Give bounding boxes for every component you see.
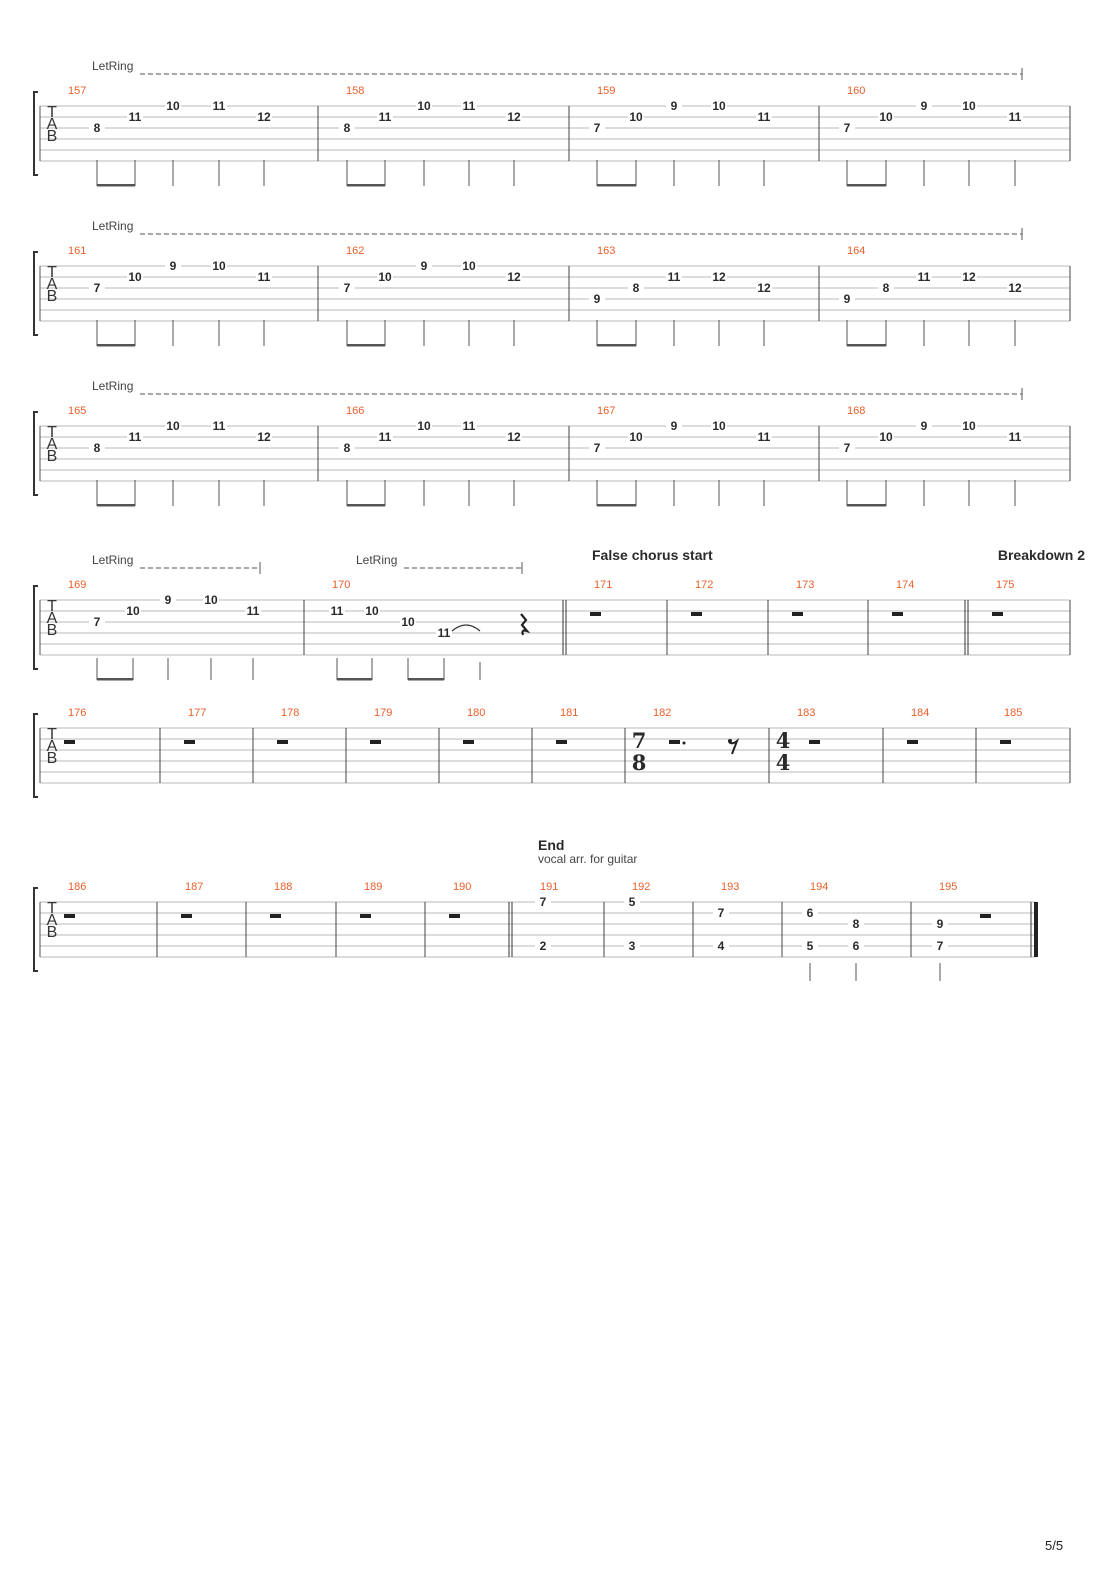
measure-number: 167: [597, 405, 616, 417]
tab-clef-letter: A: [46, 912, 58, 929]
beam: [597, 344, 636, 347]
fret-number: 4: [717, 939, 725, 953]
final-barline: [1034, 902, 1038, 957]
measure-number: 161: [68, 245, 87, 257]
tab-clef-letter: B: [46, 128, 58, 145]
fret-number: 7: [93, 615, 101, 629]
dotted-half-rest: [669, 740, 680, 744]
beam: [97, 678, 133, 681]
fret-number: 7: [343, 281, 351, 295]
fret-number: 12: [1008, 281, 1022, 295]
fret-number: 8: [882, 281, 890, 295]
let-ring-label: LetRing: [356, 553, 398, 567]
measure-rest: [181, 914, 192, 918]
measure-number: 176: [68, 707, 87, 719]
measure-number: 194: [810, 881, 829, 893]
measure-rest: [270, 914, 281, 918]
time-signature-numerator: 4: [775, 728, 791, 753]
measure-number: 182: [653, 707, 672, 719]
measure-number: 188: [274, 881, 293, 893]
measure-number: 162: [346, 245, 365, 257]
fret-number: 10: [962, 99, 976, 113]
fret-number: 12: [257, 110, 271, 124]
beam: [597, 184, 636, 187]
fret-number: 11: [1008, 430, 1022, 444]
measure: [329, 579, 566, 681]
fret-number: 11: [257, 270, 271, 284]
measure-rest: [1000, 740, 1011, 744]
fret-number: 9: [670, 99, 678, 113]
measure-number: 174: [896, 579, 915, 591]
measure-rest: [792, 612, 803, 616]
fret-number: 10: [712, 99, 726, 113]
fret-number: 9: [593, 292, 601, 306]
half-rest: [980, 914, 991, 918]
measure-number: 184: [911, 707, 930, 719]
measure-number: 186: [68, 881, 87, 893]
tab-system: [34, 837, 1038, 981]
beam: [97, 344, 135, 347]
system-bracket: [34, 888, 38, 971]
system-bracket: [34, 412, 38, 495]
measure-number: 178: [281, 707, 300, 719]
system-bracket: [34, 92, 38, 175]
measure: [68, 405, 318, 507]
fret-number: 11: [917, 270, 931, 284]
fret-number: 10: [879, 430, 893, 444]
measure-number: 190: [453, 881, 472, 893]
measure-rest: [590, 612, 601, 616]
tab-clef-letter: A: [46, 116, 58, 133]
tab-clef-letter: T: [47, 424, 57, 441]
fret-number: 7: [539, 895, 547, 909]
measure-number: 165: [68, 405, 87, 417]
measure-rest: [992, 612, 1003, 616]
beam: [347, 344, 385, 347]
section-title: End: [538, 837, 565, 853]
tab-clef-letter: T: [47, 726, 57, 743]
fret-number: 5: [806, 939, 814, 953]
measure: [589, 85, 819, 187]
beam: [97, 184, 135, 187]
fret-number: 8: [632, 281, 640, 295]
let-ring-label: LetRing: [92, 219, 134, 233]
tab-clef-letter: B: [46, 750, 58, 767]
measure: [339, 245, 569, 347]
rest-dot: [683, 742, 686, 745]
measure: [68, 245, 318, 347]
beam: [347, 184, 385, 187]
measure: [839, 405, 1070, 507]
measure-rest: [809, 740, 820, 744]
beam: [337, 678, 372, 681]
tab-clef-letter: B: [46, 924, 58, 941]
fret-number: 11: [757, 110, 771, 124]
fret-number: 11: [212, 419, 226, 433]
measure: [839, 85, 1070, 187]
fret-number: 11: [246, 604, 260, 618]
fret-number: 12: [257, 430, 271, 444]
measure-number: 181: [560, 707, 579, 719]
fret-number: 3: [628, 939, 636, 953]
tab-system: [34, 59, 1070, 187]
beam: [408, 678, 444, 681]
fret-number: 6: [852, 939, 860, 953]
beam: [97, 504, 135, 507]
fret-number: 7: [593, 441, 601, 455]
fret-number: 10: [204, 593, 218, 607]
fret-number: 11: [462, 419, 476, 433]
measure: [339, 405, 569, 507]
fret-number: 12: [962, 270, 976, 284]
fret-number: 9: [169, 259, 177, 273]
measure-rest: [907, 740, 918, 744]
time-signature-numerator: 7: [631, 728, 647, 753]
measure-number: 164: [847, 245, 866, 257]
fret-number: 11: [378, 110, 392, 124]
fret-number: 8: [93, 441, 101, 455]
fret-number: 9: [420, 259, 428, 273]
fret-number: 7: [717, 906, 725, 920]
measure-number: 157: [68, 85, 87, 97]
beam: [847, 504, 886, 507]
measure-rest: [64, 914, 75, 918]
measure-number: 191: [540, 881, 559, 893]
fret-number: 12: [712, 270, 726, 284]
tab-clef-letter: B: [46, 448, 58, 465]
fret-number: 11: [330, 604, 344, 618]
measure-number: 180: [467, 707, 486, 719]
section-subtitle: vocal arr. for guitar: [538, 852, 638, 866]
section-label: Breakdown 2: [997, 547, 1085, 563]
let-ring-label: LetRing: [92, 379, 134, 393]
measure-number: 185: [1004, 707, 1023, 719]
fret-number: 10: [417, 419, 431, 433]
fret-number: 9: [164, 593, 172, 607]
fret-number: 10: [128, 270, 142, 284]
tab-clef-letter: A: [46, 610, 58, 627]
fret-number: 10: [879, 110, 893, 124]
let-ring-label: LetRing: [92, 553, 134, 567]
fret-number: 9: [920, 99, 928, 113]
fret-number: 10: [417, 99, 431, 113]
fret-number: 11: [757, 430, 771, 444]
beam: [597, 504, 636, 507]
fret-number: 10: [126, 604, 140, 618]
fret-number: 10: [378, 270, 392, 284]
fret-number: 11: [462, 99, 476, 113]
tab-clef-letter: A: [46, 738, 58, 755]
quarter-rest: [521, 614, 527, 635]
fret-number: 10: [629, 110, 643, 124]
fret-number: 2: [539, 939, 547, 953]
measure-number: 195: [939, 881, 958, 893]
measure: [589, 405, 819, 507]
measure-rest: [184, 740, 195, 744]
system-bracket: [34, 714, 38, 797]
measure-rest: [892, 612, 903, 616]
fret-number: 10: [166, 99, 180, 113]
fret-number: 9: [936, 917, 944, 931]
time-signature-denominator: 4: [775, 750, 791, 775]
measure: [932, 881, 1038, 981]
system-bracket: [34, 586, 38, 669]
fret-number: 11: [128, 110, 142, 124]
tab-clef-letter: T: [47, 104, 57, 121]
fret-number: 9: [920, 419, 928, 433]
fret-number: 5: [628, 895, 636, 909]
measure-number: 187: [185, 881, 204, 893]
tab-clef-letter: A: [46, 436, 58, 453]
beam: [847, 184, 886, 187]
measure-rest: [691, 612, 702, 616]
fret-number: 7: [843, 121, 851, 135]
measure-rest: [360, 914, 371, 918]
fret-number: 11: [212, 99, 226, 113]
measure: [802, 881, 911, 981]
measure: [339, 85, 569, 187]
fret-number: 12: [507, 110, 521, 124]
measure-number: 179: [374, 707, 393, 719]
measure-number: 159: [597, 85, 616, 97]
fret-number: 6: [806, 906, 814, 920]
fret-number: 12: [757, 281, 771, 295]
measure-rest: [463, 740, 474, 744]
measure: [589, 245, 819, 347]
tab-clef-letter: B: [46, 622, 58, 639]
measure-rest: [277, 740, 288, 744]
fret-number: 11: [1008, 110, 1022, 124]
fret-number: 10: [212, 259, 226, 273]
measure-number: 177: [188, 707, 207, 719]
fret-number: 12: [507, 270, 521, 284]
measure-number: 169: [68, 579, 87, 591]
measure-number: 189: [364, 881, 383, 893]
measure-number: 170: [332, 579, 351, 591]
fret-number: 8: [852, 917, 860, 931]
tab-clef-letter: T: [47, 598, 57, 615]
measure: [68, 85, 318, 187]
measure-number: 168: [847, 405, 866, 417]
fret-number: 10: [712, 419, 726, 433]
tab-system: [34, 547, 1085, 681]
time-signature-denominator: 8: [631, 750, 647, 775]
tab-clef-letter: T: [47, 264, 57, 281]
eighth-rest-head: [728, 739, 732, 743]
beam: [847, 344, 886, 347]
measure-number: 171: [594, 579, 613, 591]
measure-rest: [370, 740, 381, 744]
measure-number: 163: [597, 245, 616, 257]
measure-number: 173: [796, 579, 815, 591]
fret-number: 10: [401, 615, 415, 629]
page-number: 5/5: [1045, 1538, 1064, 1553]
measure-number: 175: [996, 579, 1015, 591]
tab-system: [34, 379, 1070, 507]
system-bracket: [34, 252, 38, 335]
measure-number: 166: [346, 405, 365, 417]
fret-number: 7: [593, 121, 601, 135]
measure-number: 158: [346, 85, 365, 97]
beam: [347, 504, 385, 507]
measure-number: 160: [847, 85, 866, 97]
let-ring-label: LetRing: [92, 59, 134, 73]
fret-number: 10: [365, 604, 379, 618]
fret-number: 11: [378, 430, 392, 444]
measure-number: 183: [797, 707, 816, 719]
measure-rest: [449, 914, 460, 918]
fret-number: 11: [667, 270, 681, 284]
section-label: False chorus start: [592, 547, 713, 563]
measure: [68, 579, 304, 681]
fret-number: 11: [128, 430, 142, 444]
measure-number: 172: [695, 579, 714, 591]
fret-number: 9: [843, 292, 851, 306]
fret-number: 9: [670, 419, 678, 433]
fret-number: 10: [462, 259, 476, 273]
fret-number: 7: [843, 441, 851, 455]
fret-number: 11: [437, 626, 451, 640]
fret-number: 7: [93, 281, 101, 295]
fret-number: 10: [962, 419, 976, 433]
tab-system: [34, 219, 1070, 347]
tab-clef-letter: T: [47, 900, 57, 917]
fret-number: 8: [93, 121, 101, 135]
measure-rest: [556, 740, 567, 744]
measure-number: 192: [632, 881, 651, 893]
fret-number: 8: [343, 121, 351, 135]
tab-clef-letter: A: [46, 276, 58, 293]
measure-number: 193: [721, 881, 740, 893]
fret-number: 12: [507, 430, 521, 444]
fret-number: 10: [629, 430, 643, 444]
measure: [839, 245, 1070, 347]
fret-number: 8: [343, 441, 351, 455]
fret-number: 7: [936, 939, 944, 953]
tab-system: [34, 707, 1070, 797]
measure-rest: [64, 740, 75, 744]
fret-number: 10: [166, 419, 180, 433]
tab-clef-letter: B: [46, 288, 58, 305]
tie: [452, 625, 480, 631]
